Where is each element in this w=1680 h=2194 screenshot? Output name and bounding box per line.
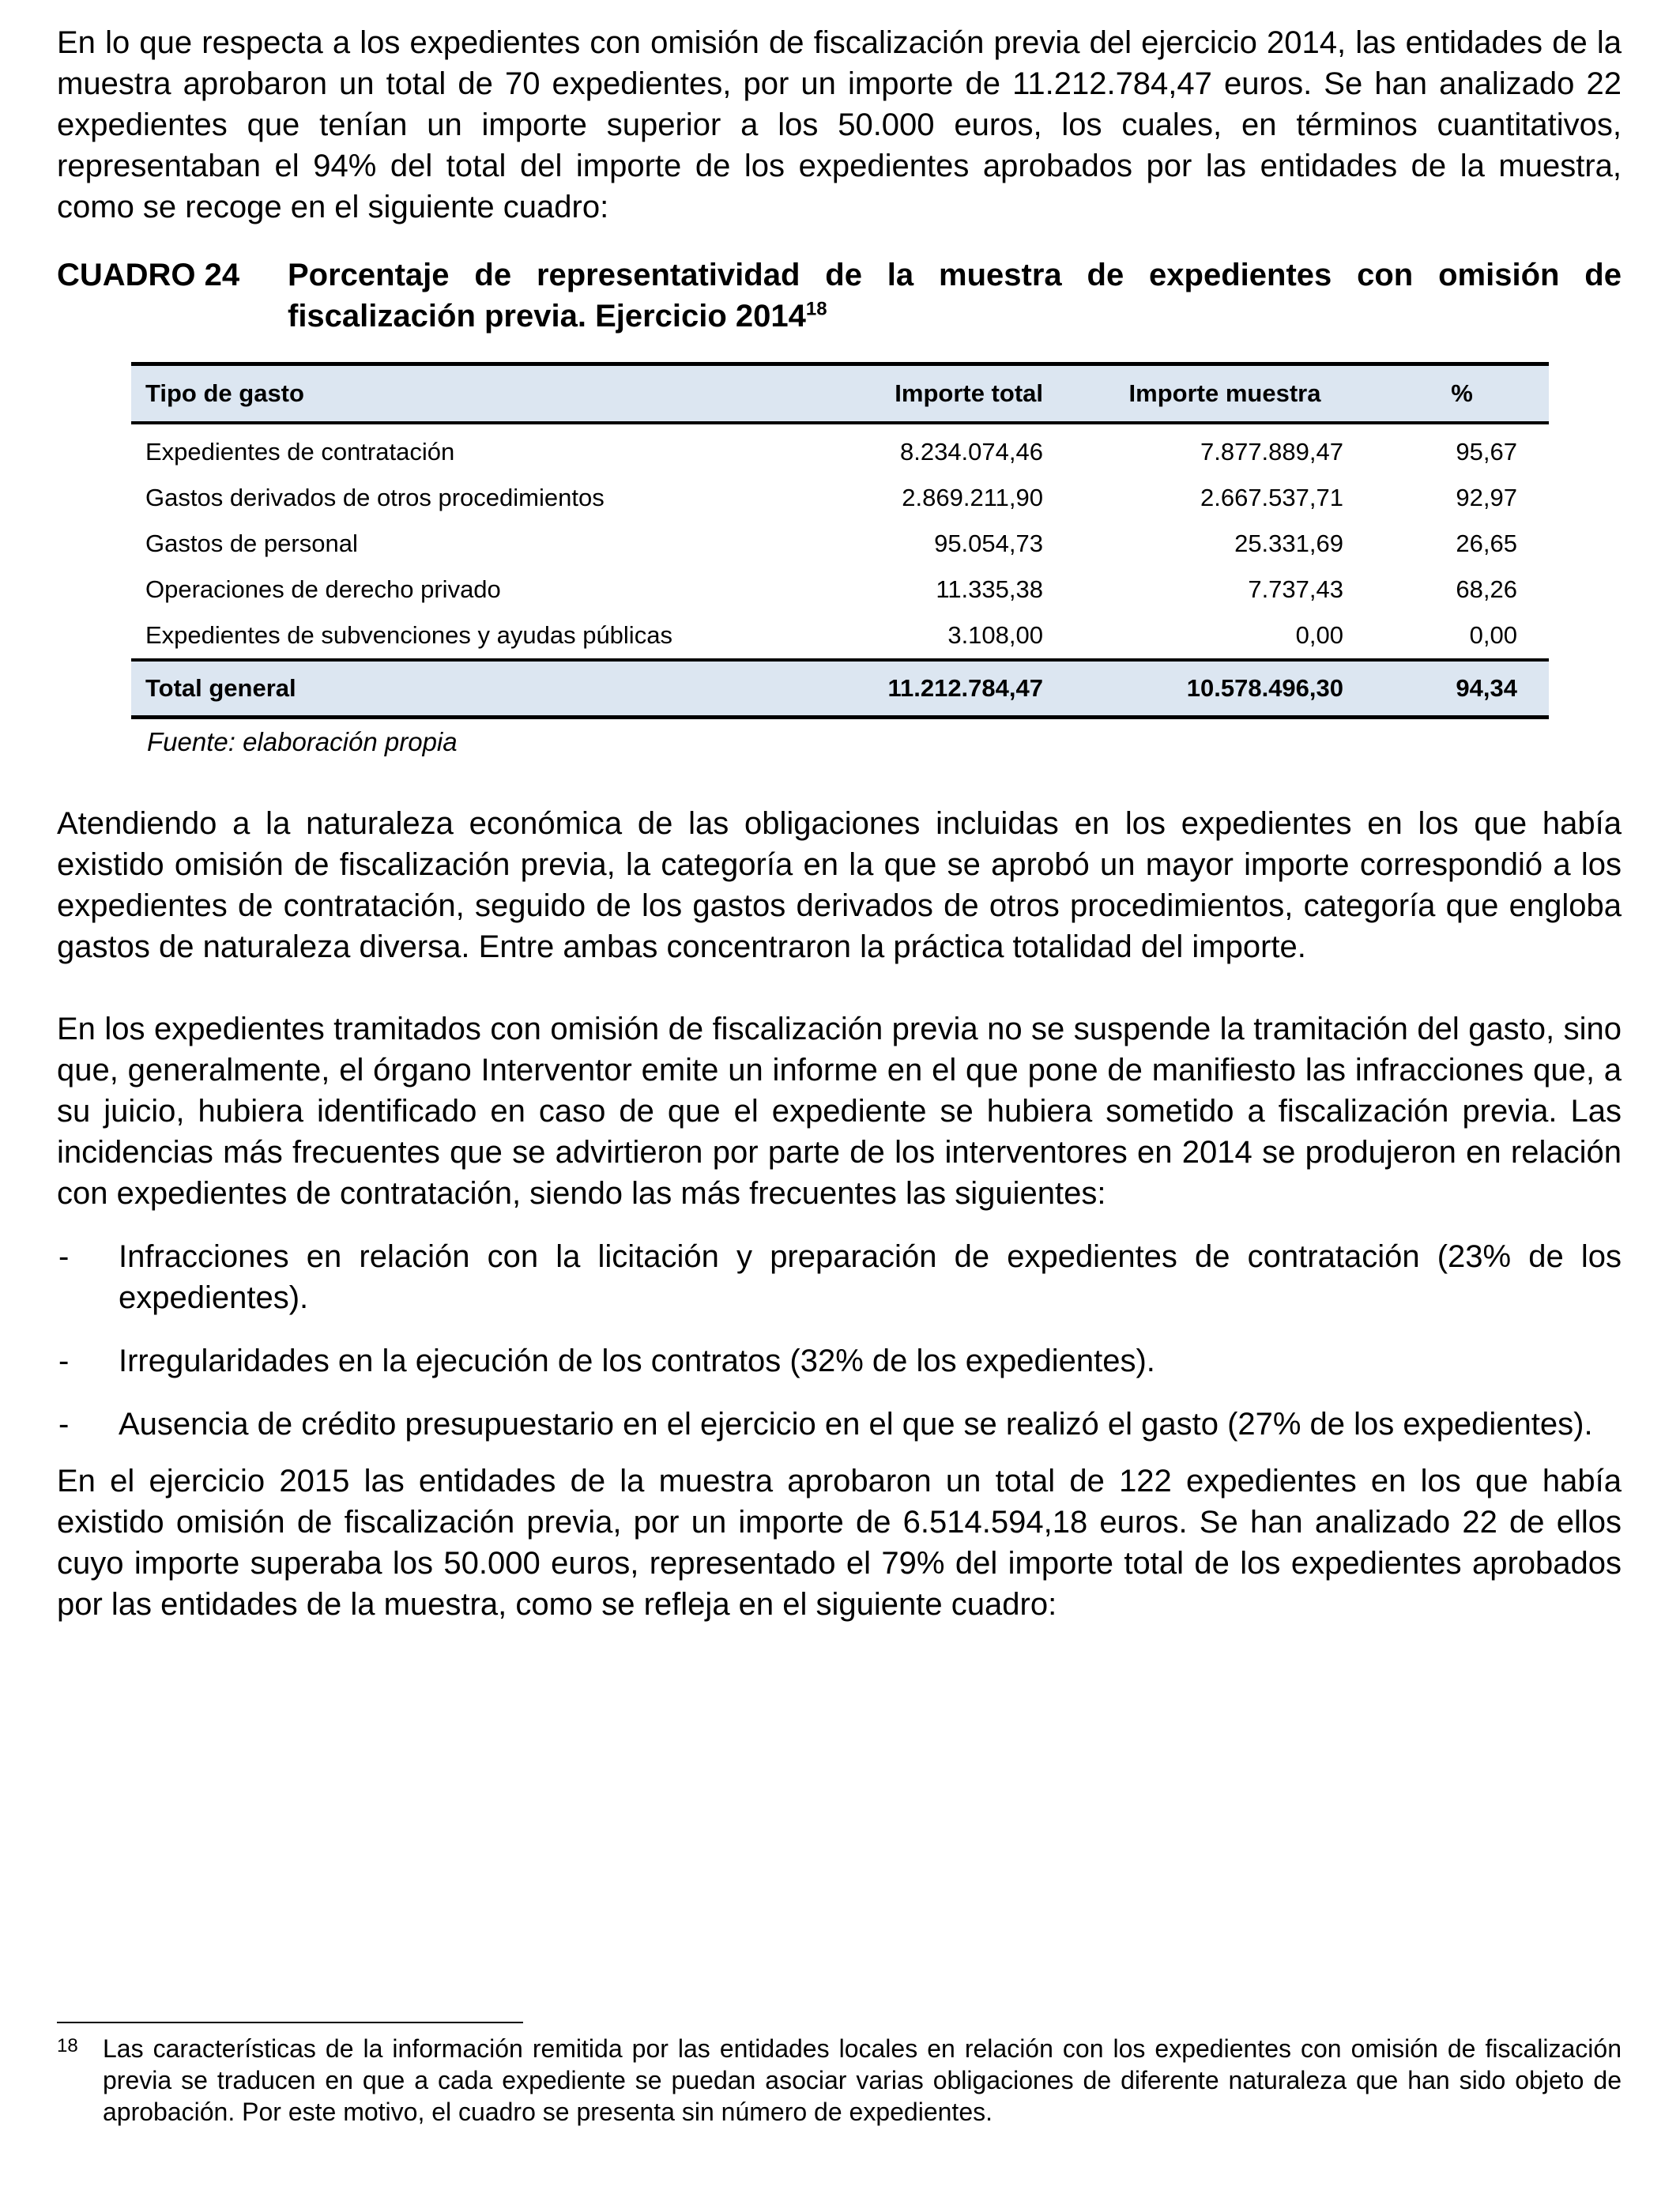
footnote xyxy=(57,2033,1622,2128)
cell-importe-total: 11.335,38 xyxy=(936,575,1043,603)
cell-importe-total: 3.108,00 xyxy=(947,621,1043,649)
cell-tipo: Operaciones de derecho privado xyxy=(145,575,501,603)
header-importe-muestra: Importe muestra xyxy=(1075,364,1375,424)
cell-percent: 68,26 xyxy=(1456,575,1517,603)
cell-importe-muestra: 25.331,69 xyxy=(1234,530,1343,557)
caption-number: CUADRO 24 xyxy=(57,258,240,292)
cell-importe-muestra: 7.737,43 xyxy=(1248,575,1343,603)
table-row xyxy=(131,567,1549,613)
cell-percent: 92,97 xyxy=(1456,484,1517,511)
footnote-reference[interactable]: 18 xyxy=(805,298,827,320)
table-container xyxy=(131,362,1549,719)
table-caption xyxy=(57,254,1622,337)
list-item-text: Ausencia de crédito presupuestario en el ejercicio en el que se realizó el gasto (27% de los expedientes). xyxy=(119,1407,1593,1442)
cell-importe-muestra: 0,00 xyxy=(1295,621,1343,649)
table-row xyxy=(131,423,1549,475)
list-item-text: Irregularidades en la ejecución de los contratos (32% de los expedientes). xyxy=(119,1344,1155,1378)
caption-title xyxy=(288,254,1622,337)
list-item xyxy=(57,1236,1622,1318)
table-total-row xyxy=(131,660,1549,718)
table-row xyxy=(131,521,1549,567)
document-page xyxy=(57,22,1622,1625)
cell-importe-muestra: 2.667.537,71 xyxy=(1200,484,1343,511)
cell-importe-total: 8.234.074,46 xyxy=(899,438,1043,466)
cell-tipo: Gastos derivados de otros procedimientos xyxy=(145,484,605,511)
cell-percent: 95,67 xyxy=(1456,438,1517,466)
cell-importe-total: 95.054,73 xyxy=(934,530,1043,557)
cell-tipo: Expedientes de subvenciones y ayudas públicas xyxy=(145,621,672,649)
table-row xyxy=(131,475,1549,521)
table-row xyxy=(131,613,1549,660)
cell-tipo: Gastos de personal xyxy=(145,530,358,557)
caption-title-text: Porcentaje de representatividad de la muestra de expedientes con omisión de fiscalización previa. Ejercicio 2014 xyxy=(288,258,1622,334)
total-label: Total general xyxy=(131,660,787,718)
header-tipo-gasto: Tipo de gasto xyxy=(131,364,787,424)
list-item-text: Infracciones en relación con la licitación y preparación de expedientes de contratación (23% de los expedientes). xyxy=(119,1239,1622,1315)
paragraph-2015: En el ejercicio 2015 las entidades de la muestra aprobaron un total de 122 expedientes en los que había existido omisión de fiscalización previa, por un importe de 6.514.594,18 euros. Se han analizado 22 de ellos cuyo importe superaba los 50.000 euros, representado el 79% del importe total de los expedientes aprobados por las entidades de la muestra, como se refleja en el siguiente cuadro: xyxy=(57,1464,1622,1622)
list-bullet: - xyxy=(58,1239,70,1274)
footnote-number: 18 xyxy=(57,2035,78,2056)
incidencias-list xyxy=(57,1236,1622,1445)
cell-importe-muestra: 7.877.889,47 xyxy=(1200,438,1343,466)
list-bullet: - xyxy=(58,1344,70,1378)
cell-percent: 0,00 xyxy=(1469,621,1517,649)
paragraph-intro: En lo que respecta a los expedientes con omisión de fiscalización previa del ejercicio 2014, las entidades de la muestra aprobaron un total de 70 expedientes, por un importe de 11.212.784,47 euros. Se han analizado 22 expedientes que tenían un importe superior a los 50.000 euros, los cuales, en términos cuantitativos, representaban el 94% del total del importe de los expedientes aprobados por las entidades de la muestra, como se recoge en el siguiente cuadro: xyxy=(57,25,1622,224)
total-importe-muestra: 10.578.496,30 xyxy=(1075,660,1375,718)
list-item xyxy=(57,1404,1622,1445)
cell-importe-total: 2.869.211,90 xyxy=(902,484,1043,511)
total-importe-total: 11.212.784,47 xyxy=(787,660,1075,718)
paragraph-incidencias: En los expedientes tramitados con omisión de fiscalización previa no se suspende la tramitación del gasto, sino que, generalmente, el órgano Interventor emite un informe en el que pone de manifiesto las infracciones que, a su juicio, hubiera identificado en caso de que el expediente se hubiera sometido a fiscalización previa. Las incidencias más frecuentes que se advirtieron por parte de los interventores en 2014 se produjeron en relación con expedientes de contratación, siendo las más frecuentes las siguientes: xyxy=(57,1012,1622,1211)
cell-tipo: Expedientes de contratación xyxy=(145,438,455,466)
cell-percent: 26,65 xyxy=(1456,530,1517,557)
header-percent: % xyxy=(1375,364,1549,424)
table-header-row xyxy=(131,364,1549,424)
header-importe-total: Importe total xyxy=(787,364,1075,424)
list-bullet: - xyxy=(58,1407,70,1442)
data-table xyxy=(131,362,1549,719)
table-source: Fuente: elaboración propia xyxy=(147,727,458,756)
total-percent: 94,34 xyxy=(1375,660,1549,718)
footnote-divider xyxy=(57,2022,523,2023)
list-item xyxy=(57,1340,1622,1382)
footnote-text: Las características de la información remitida por las entidades locales en relación con los expedientes con omisión de fiscalización previa se traducen en que a cada expediente se puedan asociar varias obligaciones de diferente naturaleza que han sido objeto de aprobación. Por este motivo, el cuadro se presenta sin número de expedientes. xyxy=(103,2034,1622,2126)
paragraph-naturaleza: Atendiendo a la naturaleza económica de las obligaciones incluidas en los expedientes en los que había existido omisión de fiscalización previa, la categoría en la que se aprobó un mayor importe correspondió a los expedientes de contratación, seguido de los gastos derivados de otros procedimientos, categoría que engloba gastos de naturaleza diversa. Entre ambas concentraron la práctica totalidad del importe. xyxy=(57,806,1622,964)
